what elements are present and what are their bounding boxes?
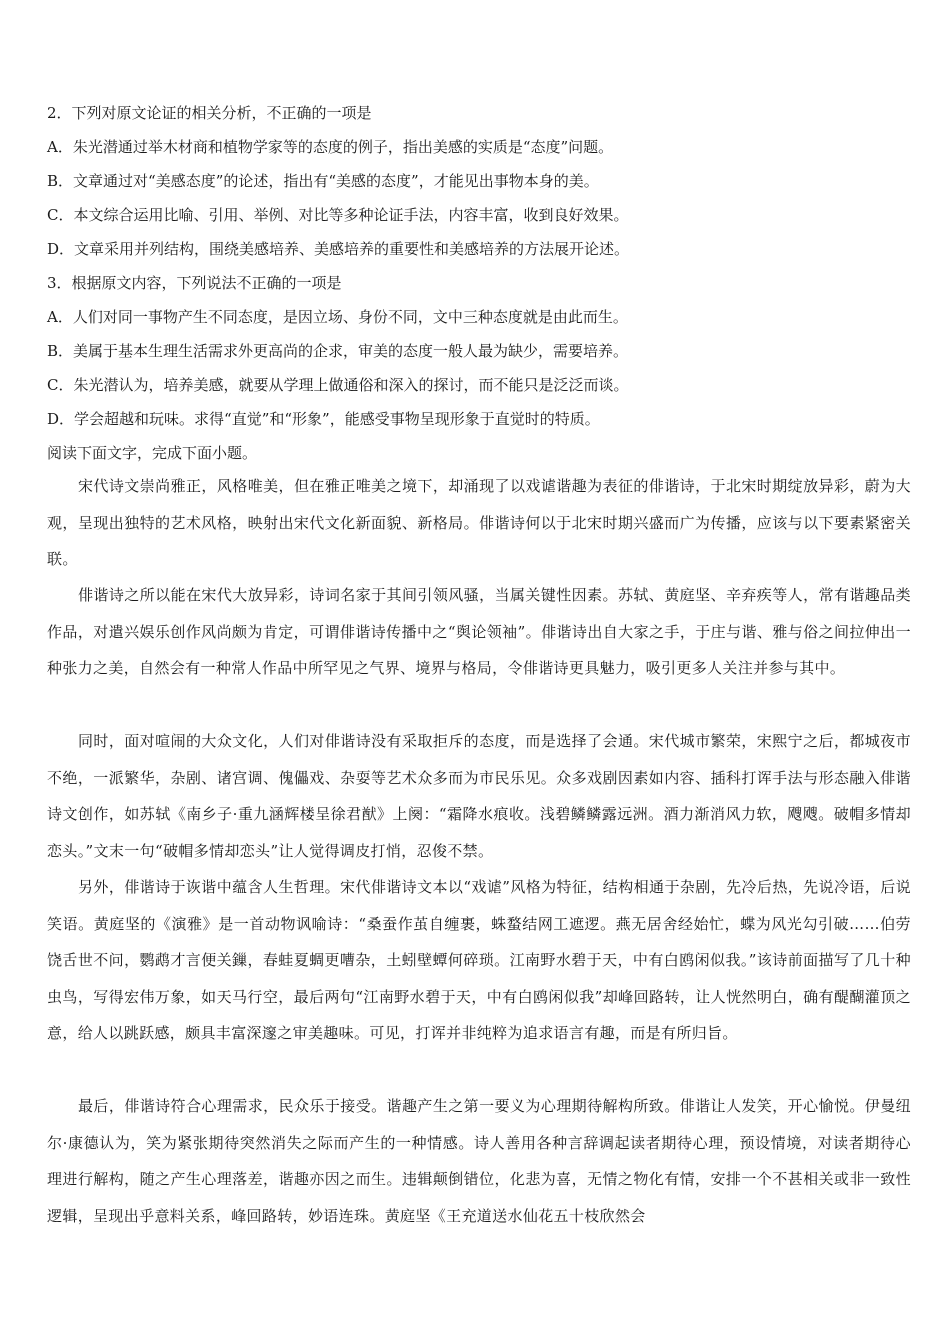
- question-3-option-b: B．美属于基本生理生活需求外更高尚的企求，审美的态度一般人最为缺少，需要培养。: [47, 342, 629, 360]
- question-2-stem: 2．下列对原文论证的相关分析，不正确的一项是: [47, 104, 372, 122]
- question-2-option-d: D．文章采用并列结构，围绕美感培养、美感培养的重要性和美感培养的方法展开论述。: [47, 240, 630, 258]
- question-2-option-a: A．朱光潜通过举木材商和植物学家等的态度的例子，指出美感的实质是“态度”问题。: [47, 138, 614, 156]
- passage-paragraph-5: 最后，俳谐诗符合心理需求，民众乐于接受。谐趣产生之第一要义为心理期待解构所致。俳谐让人发笑，开心愉悦。伊曼纽尔·康德认为，笑为紧张期待突然消失之际而产生的一种情感。诗人善用各种言辞调起读者期待心理，预设情境，对读者期待心理进行解构，随之产生心理落差，谐趣亦因之而生。违辑颠倒错位，化悲为喜，无情之物化有情，安排一个不甚相关或非一致性逻辑，呈现出乎意料关系，峰回路转，妙语连珠。黄庭坚《王充道送水仙花五十枝欣然会: [47, 1097, 911, 1225]
- passage-paragraph-3: 同时，面对喧闹的大众文化，人们对俳谐诗没有采取拒斥的态度，而是选择了会通。宋代城市繁荣，宋熙宁之后，都城夜市不绝，一派繁华，杂剧、诸宫调、傀儡戏、杂耍等艺术众多而为市民乐见。众多戏剧因素如内容、插科打诨手法与形态融入俳谐诗文创作，如苏轼《南乡子·重九涵辉楼呈徐君猷》上阕：“霜降水痕收。浅碧鳞鳞露远洲。酒力渐消风力软，飕飕。破帽多情却恋头。”文末一句“破帽多情却恋头”让人觉得调皮打悄，忍俊不禁。: [47, 732, 911, 860]
- question-3-option-c: C．朱光潜认为，培养美感，就要从学理上做通俗和深入的探讨，而不能只是泛泛而谈。: [47, 376, 629, 394]
- question-3-option-d: D．学会超越和玩味。求得“直觉”和“形象”，能感受事物呈现形象于直觉时的特质。: [47, 410, 600, 428]
- question-2-option-c: C．本文综合运用比喻、引用、举例、对比等多种论证手法，内容丰富，收到良好效果。: [47, 206, 629, 224]
- passage-paragraph-2: 俳谐诗之所以能在宋代大放异彩，诗词名家于其间引领风骚，当属关键性因素。苏轼、黄庭坚、辛弃疾等人，常有谐趣品类作品，对遣兴娱乐创作风尚颇为肯定，可谓俳谐诗传播中之“舆论领袖”。俳谐诗出自大家之手，于庄与谐、雅与俗之间拉伸出一种张力之美，自然会有一种常人作品中所罕见之气界、境界与格局，令俳谐诗更具魅力，吸引更多人关注并参与其中。: [47, 586, 911, 678]
- passage-paragraph-4: 另外，俳谐诗于诙谐中蕴含人生哲理。宋代俳谐诗文本以“戏谑”风格为特征，结构相通于杂剧，先冷后热，先说冷语，后说笑语。黄庭坚的《演雅》是一首动物讽喻诗：“桑蚕作茧自缠裹，蛛蝥结网工遮逻。燕无居舍经始忙，蝶为风光勾引破……伯劳饶舌世不问，鹦鹉才言便关鏁，春蛙夏蜩更嘈杂，土蚓壁蟫何碎琐。江南野水碧于天，中有白鸥闲似我。”该诗前面描写了几十种虫鸟，写得宏伟万象，如天马行空，最后两句“江南野水碧于天，中有白鸥闲似我”却峰回路转，让人恍然明白，确有醍醐灌顶之意，给人以跳跃感，颇具丰富深邃之审美趣味。可见，打诨并非纯粹为追求语言有趣，而是有所归旨。: [47, 878, 911, 1043]
- reading-intro: 阅读下面文字，完成下面小题。: [47, 444, 258, 462]
- question-2-option-b: B．文章通过对“美感态度”的论述，指出有“美感的态度”，才能见出事物本身的美。: [47, 172, 599, 190]
- question-3-stem: 3．根据原文内容，下列说法不正确的一项是: [47, 274, 342, 292]
- passage-paragraph-1: 宋代诗文崇尚雅正，风格唯美，但在雅正唯美之境下，却涌现了以戏谑谐趣为表征的俳谐诗，于北宋时期绽放异彩，蔚为大观，呈现出独特的艺术风格，映射出宋代文化新面貌、新格局。俳谐诗何以于北宋时期兴盛而广为传播，应该与以下要素紧密关联。: [47, 477, 911, 569]
- question-3-option-a: A．人们对同一事物产生不同态度，是因立场、身份不同，文中三种态度就是由此而生。: [47, 308, 628, 326]
